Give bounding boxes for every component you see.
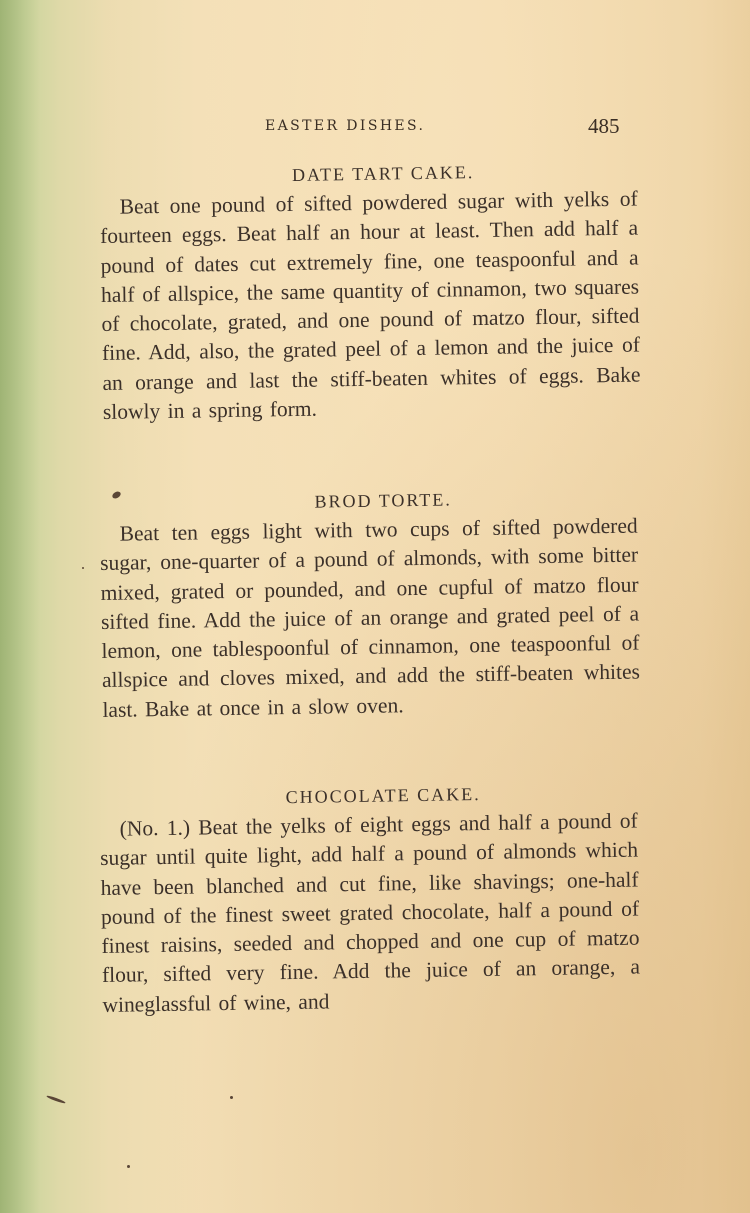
recipe-date-tart-cake	[99, 155, 641, 428]
recipe-title: CHOCOLATE CAKE.	[285, 784, 481, 808]
recipe-brod-torte	[99, 482, 641, 725]
ink-speck	[230, 1096, 233, 1099]
page-gutter-shadow	[0, 0, 40, 1213]
recipe-chocolate-cake	[99, 777, 641, 1020]
recipe-title: BROD TORTE.	[314, 489, 452, 512]
ink-speck	[82, 567, 84, 569]
recipe-body: (No. 1.) Beat the yelks of eight eggs and half a pound of sugar until quite light, add half a pound of almonds which have been blanched and cut fine, like shavings; one-half pound of the finest sweet grated chocolate, half a pound of finest raisins, seeded and chopped and one cup of matzo flour, sifted very fine. Add the juice of an orange, a wineglassful of wine, and	[99, 808, 641, 1017]
ink-speck	[46, 1095, 66, 1105]
ink-speck	[127, 1165, 130, 1168]
recipe-title: DATE TART CAKE.	[291, 162, 475, 185]
recipe-body: Beat one pound of sifted powdered sugar with yelks of fourteen eggs. Beat half an hour at least. Then add half a pound of dates cut extremely fine, one teaspoonful and a half of allspice, the same quantity of cinnamon, two squares of chocolate, grated, and one pound of matzo flour, sifted fine. Add, also, the grated peel of a lemon and the juice of an orange and last the stiff-beaten whites of eggs. Bake slowly in a spring form.	[99, 186, 641, 425]
recipe-body: Beat ten eggs light with two cups of sifted powdered sugar, one-quarter of a pound of almonds, with some bitter mixed, grated or pounded, and one cupful of matzo flour sifted fine. Add the juice of an orange and grated peel of a lemon, one tablespoonful of cinnamon, one teaspoonful of allspice and cloves mixed, and add the stiff-beaten whites last. Bake at once in a slow oven.	[99, 513, 641, 722]
running-head: EASTER DISHES.	[265, 118, 426, 134]
page-number: 485	[588, 114, 620, 138]
